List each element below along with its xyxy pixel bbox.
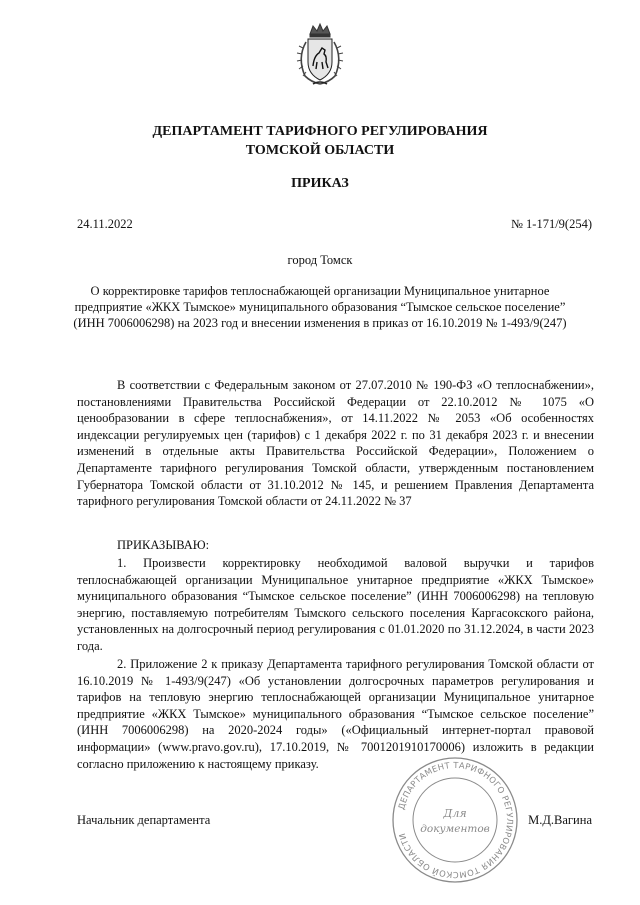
order-number: № 1-171/9(254)	[510, 217, 592, 231]
stamp-ring-text: ДЕПАРТАМЕНТ ТАРИФНОГО РЕГУЛИРОВАНИЯ ТОМСКОЙ ОБЛАСТИ	[396, 759, 516, 881]
document-type-title: ПРИКАЗ	[291, 176, 349, 191]
legal-basis-paragraph: В соответствии с Федеральным законом от 27.07.2010 № 190-ФЗ «О теплоснабжении», постановлениями Правительства Российской Федерации от 22.10.2012 № 1075 «О ценообразовании в сфере теплоснабжения», от 14.11.2022 № 2053 «Об особенностях индексации регулируемых цен (тарифов) с 1 декабря 2022 г. по 31 декабря 2023 г. и внесении изменений в отдельные акты Правительства Российской Федерации», Положением о Департаменте тарифного регулирования Томской области, утвержденным постановлением Губернатора Томской области от 31.10.2012 № 145, и решением Правления Департамента тарифного регулирования Томской области от 24.11.2022 № 37	[77, 378, 594, 509]
stamp-center-line2: документов	[420, 823, 490, 835]
order-subject: О корректировке тарифов теплоснабжающей организации Муниципальное унитарное предприятие «ЖКХ Тымское» муниципального образования “Тымское сельское поселение” (ИНН 7006006298) на 2023 год и внесении изменения в приказ от 16.10.2019 № 1-493/9(247)	[73, 284, 567, 330]
stamp-outer-ring	[393, 758, 517, 882]
stamp-inner-ring	[413, 778, 497, 862]
official-stamp	[390, 755, 520, 885]
city-line: город Томск	[287, 253, 353, 267]
department-title-line2: ТОМСКОЙ ОБЛАСТИ	[245, 143, 395, 158]
stamp-center-line1: Для	[443, 807, 467, 820]
signer-position: Начальник департамента	[77, 813, 211, 827]
tomsk-coat-of-arms-icon	[293, 22, 347, 88]
decree-word: ПРИКАЗЫВАЮ:	[117, 538, 210, 552]
order-date: 24.11.2022	[77, 217, 133, 231]
department-title	[0, 122, 640, 160]
order-item-2: 2. Приложение 2 к приказу Департамента тарифного регулирования Томской области от 16.10.2019 № 1-493/9(247) «Об установлении долгосрочных параметров регулирования и тарифов на тепловую энергию теплоснабжающей организации Муниципальное унитарное предприятие «ЖКХ Тымское» муниципального образования “Тымское сельское поселение” (ИНН 7006006298) на 2020-2024 годы» («Официальный интернет-портал правовой информации» (www.pravo.gov.ru), 17.10.2019, № 7001201910170006) изложить в редакции согласно приложению к настоящему приказу.	[77, 657, 594, 771]
signer-name: М.Д.Вагина	[528, 813, 592, 827]
order-item-1: 1. Произвести корректировку необходимой валовой выручки и тарифов теплоснабжающей организации Муниципальное унитарное предприятие «ЖКХ Тымское» муниципального образования “Тымское сельское поселение” (ИНН 7006006298) на тепловую энергию, поставляемую потребителям Тымского сельского поселения Каргасокского района, установленных на долгосрочный период регулирования с 01.01.2020 по 31.12.2024, в части 2023 года.	[77, 556, 594, 653]
department-title-line1: ДЕПАРТАМЕНТ ТАРИФНОГО РЕГУЛИРОВАНИЯ	[152, 124, 488, 139]
